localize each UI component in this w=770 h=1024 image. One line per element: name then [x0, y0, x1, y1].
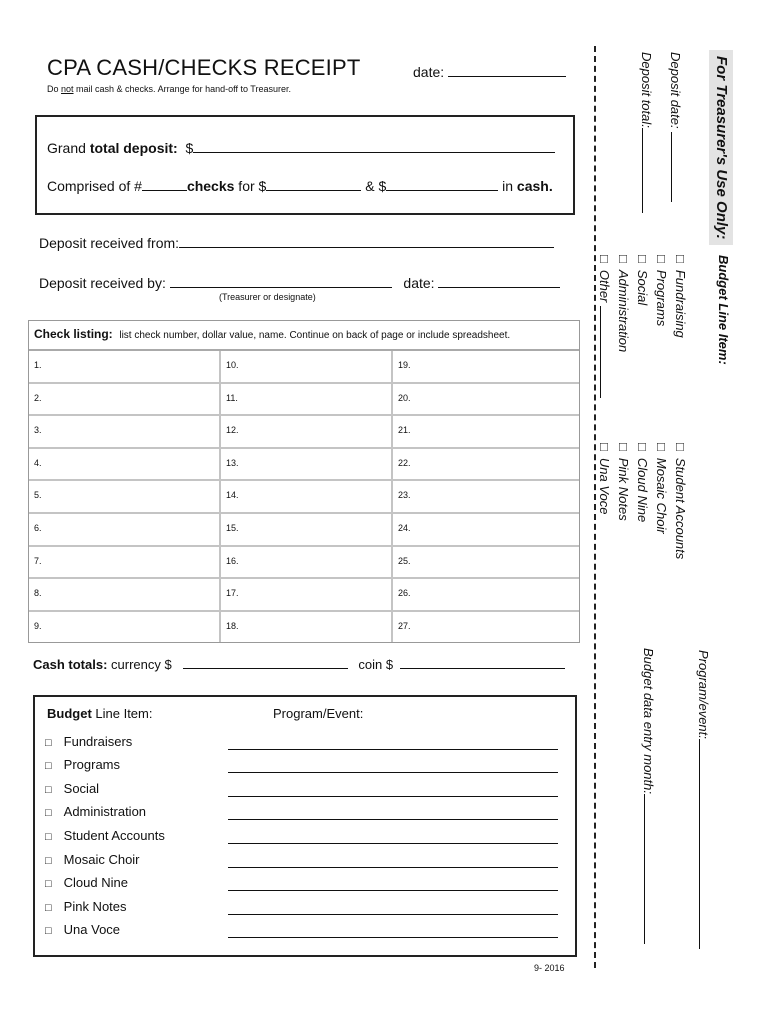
check-cell[interactable]: 3.: [34, 425, 42, 436]
table-row: [29, 416, 579, 449]
program-event-field[interactable]: [228, 749, 558, 750]
checkbox[interactable]: □: [45, 807, 52, 819]
deposit-date-label: Deposit date:: [668, 52, 683, 129]
cash-bold: cash.: [516, 178, 553, 194]
checkbox[interactable]: □: [597, 255, 612, 263]
program-event-field[interactable]: [228, 819, 558, 820]
received-date-label: date:: [403, 275, 435, 291]
budget-option[interactable]: [597, 443, 612, 514]
designate-note: (Treasurer or designate): [219, 292, 316, 302]
budget-option[interactable]: [616, 443, 631, 521]
budget-item-label: Student Accounts: [63, 828, 165, 843]
table-row: [29, 384, 579, 417]
check-cell[interactable]: 15.: [226, 522, 239, 533]
option-label: Fundraising: [673, 269, 688, 338]
checkbox[interactable]: □: [616, 443, 631, 451]
check-cell[interactable]: 6.: [34, 522, 42, 533]
deposit-total-label: Deposit total:: [639, 52, 654, 128]
received-date-field[interactable]: [438, 273, 560, 288]
check-count-field[interactable]: [142, 176, 187, 191]
checkbox[interactable]: □: [45, 784, 52, 796]
currency-label: currency $: [107, 657, 172, 672]
grand-bold: total deposit:: [89, 140, 178, 156]
option-label: Pink Notes: [616, 457, 631, 521]
other-field[interactable]: [600, 306, 611, 398]
version-label: 9- 2016: [534, 963, 565, 973]
program-event-field[interactable]: [228, 890, 558, 891]
budget-item-administration[interactable]: [45, 804, 146, 822]
program-event-field[interactable]: [228, 772, 558, 773]
checkbox[interactable]: □: [45, 737, 52, 749]
date-label: date:: [413, 64, 445, 80]
check-cell[interactable]: 9.: [34, 620, 42, 631]
check-cell[interactable]: 13.: [226, 457, 239, 468]
check-cell[interactable]: 26.: [398, 588, 411, 599]
budget-item-label: Fundraisers: [63, 734, 133, 749]
received-from-label: Deposit received from:: [39, 235, 180, 251]
check-cell[interactable]: 5.: [34, 490, 42, 501]
check-cell[interactable]: 11.: [226, 392, 238, 403]
checkbox[interactable]: □: [597, 443, 612, 451]
program-event-field[interactable]: [228, 914, 558, 915]
cash-totals-row: [33, 654, 565, 672]
check-cell[interactable]: 27.: [398, 620, 411, 631]
comprised-row: [47, 176, 553, 194]
budget-rest: Line Item:: [91, 706, 153, 721]
budget-option[interactable]: [597, 255, 612, 398]
received-by-label: Deposit received by:: [39, 275, 166, 291]
checkbox[interactable]: □: [635, 255, 650, 263]
deposit-total-field[interactable]: [642, 128, 653, 213]
budget-item-label: Mosaic Choir: [63, 852, 140, 867]
check-cell[interactable]: 7.: [34, 555, 42, 566]
received-by-field[interactable]: [170, 273, 392, 288]
grand-total-row: [47, 138, 555, 156]
budget-item-fundraisers[interactable]: [45, 734, 132, 752]
check-listing-note: list check number, dollar value, name. Continue on back of page or include spreadsheet.: [119, 330, 511, 341]
header-date: [413, 62, 566, 80]
option-label: Student Accounts: [673, 457, 688, 560]
subtitle-post: mail cash & checks. Arrange for hand-off to Treasurer.: [73, 84, 291, 94]
deposit-date-field[interactable]: [671, 132, 682, 202]
budget-item-cloud-nine[interactable]: [45, 875, 128, 893]
check-cell[interactable]: 2.: [34, 392, 42, 403]
option-label: Administration: [616, 269, 631, 353]
checks-bold: checks: [186, 178, 235, 194]
deposit-box: [35, 115, 575, 215]
subtitle-pre: Do: [47, 84, 62, 94]
checkbox[interactable]: □: [45, 831, 52, 843]
budget-item-label: Administration: [63, 804, 147, 819]
coin-field[interactable]: [400, 654, 565, 669]
check-cell[interactable]: 4.: [34, 457, 42, 468]
option-label: Other: [597, 269, 612, 303]
check-cell[interactable]: 21.: [398, 425, 411, 436]
budget-option[interactable]: [654, 443, 669, 534]
budget-bold: Budget: [47, 706, 92, 721]
budget-option[interactable]: [616, 255, 631, 352]
check-cell[interactable]: 10.: [226, 360, 239, 370]
budget-item-label: Programs: [63, 757, 121, 772]
checkbox[interactable]: □: [654, 443, 669, 451]
budget-item-una-voce[interactable]: [45, 922, 120, 940]
check-cell[interactable]: 24.: [398, 522, 411, 533]
cut-line: [594, 46, 596, 968]
check-listing-header: [29, 321, 579, 351]
cash-amount-field[interactable]: [386, 176, 498, 191]
budget-item-label: Social: [63, 781, 100, 796]
budget-option[interactable]: [654, 255, 669, 326]
table-row: [29, 612, 579, 645]
checkbox[interactable]: □: [45, 925, 52, 937]
table-row: [29, 579, 579, 612]
program-event-treasurer-field[interactable]: [699, 739, 710, 949]
program-event-field[interactable]: [228, 796, 558, 797]
budget-option[interactable]: [635, 443, 650, 522]
budget-item-label: Cloud Nine: [63, 875, 128, 890]
budget-option[interactable]: [673, 255, 688, 338]
check-cell[interactable]: 25.: [398, 555, 411, 566]
checkbox[interactable]: □: [45, 878, 52, 890]
check-listing-table: [28, 320, 580, 643]
check-cell[interactable]: 1.: [34, 360, 42, 370]
checkbox[interactable]: □: [45, 855, 52, 867]
in-label: in: [498, 178, 517, 194]
checkbox[interactable]: □: [673, 255, 688, 263]
coin-label: coin $: [358, 657, 394, 672]
deposit-total-row: [639, 52, 654, 213]
option-label: Una Voce: [597, 457, 612, 515]
program-event-heading: Program/Event:: [273, 706, 364, 721]
page-title: CPA CASH/CHECKS RECEIPT: [47, 55, 361, 80]
entry-month-row: [641, 648, 656, 944]
received-by-row: [39, 273, 560, 291]
budget-item-mosaic-choir[interactable]: [45, 852, 140, 870]
program-event-field[interactable]: [228, 937, 558, 938]
check-cell[interactable]: 22.: [398, 457, 411, 468]
budget-option[interactable]: [635, 255, 650, 305]
check-cell[interactable]: 8.: [34, 588, 42, 599]
checkbox[interactable]: □: [616, 255, 631, 263]
check-cell[interactable]: 18.: [226, 620, 239, 631]
option-label: Mosaic Choir: [654, 457, 669, 534]
budget-heading: [47, 706, 152, 721]
table-row: [29, 481, 579, 514]
cash-totals-label: Cash totals:: [33, 657, 108, 672]
checkbox[interactable]: □: [654, 255, 669, 263]
budget-item-student-accounts[interactable]: [45, 828, 165, 846]
subtitle: [47, 84, 291, 94]
checks-amount-field[interactable]: [266, 176, 361, 191]
check-listing-title: Check listing:: [34, 327, 113, 341]
checkbox[interactable]: □: [45, 902, 52, 914]
received-from-field[interactable]: [179, 233, 554, 248]
program-event-label: Program/event:: [696, 650, 711, 739]
deposit-date-row: [668, 52, 683, 202]
budget-box: [33, 695, 577, 957]
budget-item-pink-notes[interactable]: [45, 899, 127, 917]
option-label: Programs: [654, 269, 669, 327]
budget-option[interactable]: [673, 443, 688, 559]
date-field[interactable]: [448, 62, 566, 77]
program-event-field[interactable]: [228, 867, 558, 868]
budget-item-programs[interactable]: [45, 757, 120, 775]
check-cell[interactable]: 23.: [398, 490, 411, 501]
table-row: [29, 449, 579, 482]
grand-total-field[interactable]: [193, 138, 555, 153]
budget-item-label: Pink Notes: [63, 899, 127, 914]
option-label: Cloud Nine: [635, 457, 650, 523]
check-cell[interactable]: 14.: [226, 490, 239, 501]
budget-item-label: Una Voce: [63, 922, 121, 937]
subtitle-underlined: not: [61, 84, 74, 94]
amp-label: & $: [361, 178, 387, 194]
check-cell[interactable]: 17.: [226, 588, 239, 599]
for-label: for $: [234, 178, 267, 194]
budget-item-social[interactable]: [45, 781, 99, 799]
treasurer-title: For Treasurer's Use Only:: [709, 50, 733, 245]
check-cell[interactable]: 20.: [398, 392, 411, 403]
table-row: [29, 547, 579, 580]
check-cell[interactable]: 16.: [226, 555, 239, 566]
checkbox[interactable]: □: [635, 443, 650, 451]
check-grid: [29, 351, 579, 644]
currency-field[interactable]: [183, 654, 348, 669]
budget-line-title: Budget Line Item:: [716, 255, 731, 365]
table-row: [29, 514, 579, 547]
checkbox[interactable]: □: [673, 443, 688, 451]
grand-label: Grand: [47, 140, 90, 156]
checkbox[interactable]: □: [45, 760, 52, 772]
check-cell[interactable]: 12.: [226, 425, 239, 436]
check-cell[interactable]: 19.: [398, 360, 411, 370]
grand-dollar: $: [185, 140, 194, 156]
received-from-row: [39, 233, 554, 251]
program-event-row: [696, 650, 711, 949]
entry-month-field[interactable]: [644, 794, 655, 944]
comprised-label: Comprised of #: [47, 178, 142, 194]
option-label: Social: [635, 269, 650, 306]
table-row: [29, 351, 579, 384]
program-event-field[interactable]: [228, 843, 558, 844]
entry-month-label: Budget data entry month:: [641, 648, 656, 794]
